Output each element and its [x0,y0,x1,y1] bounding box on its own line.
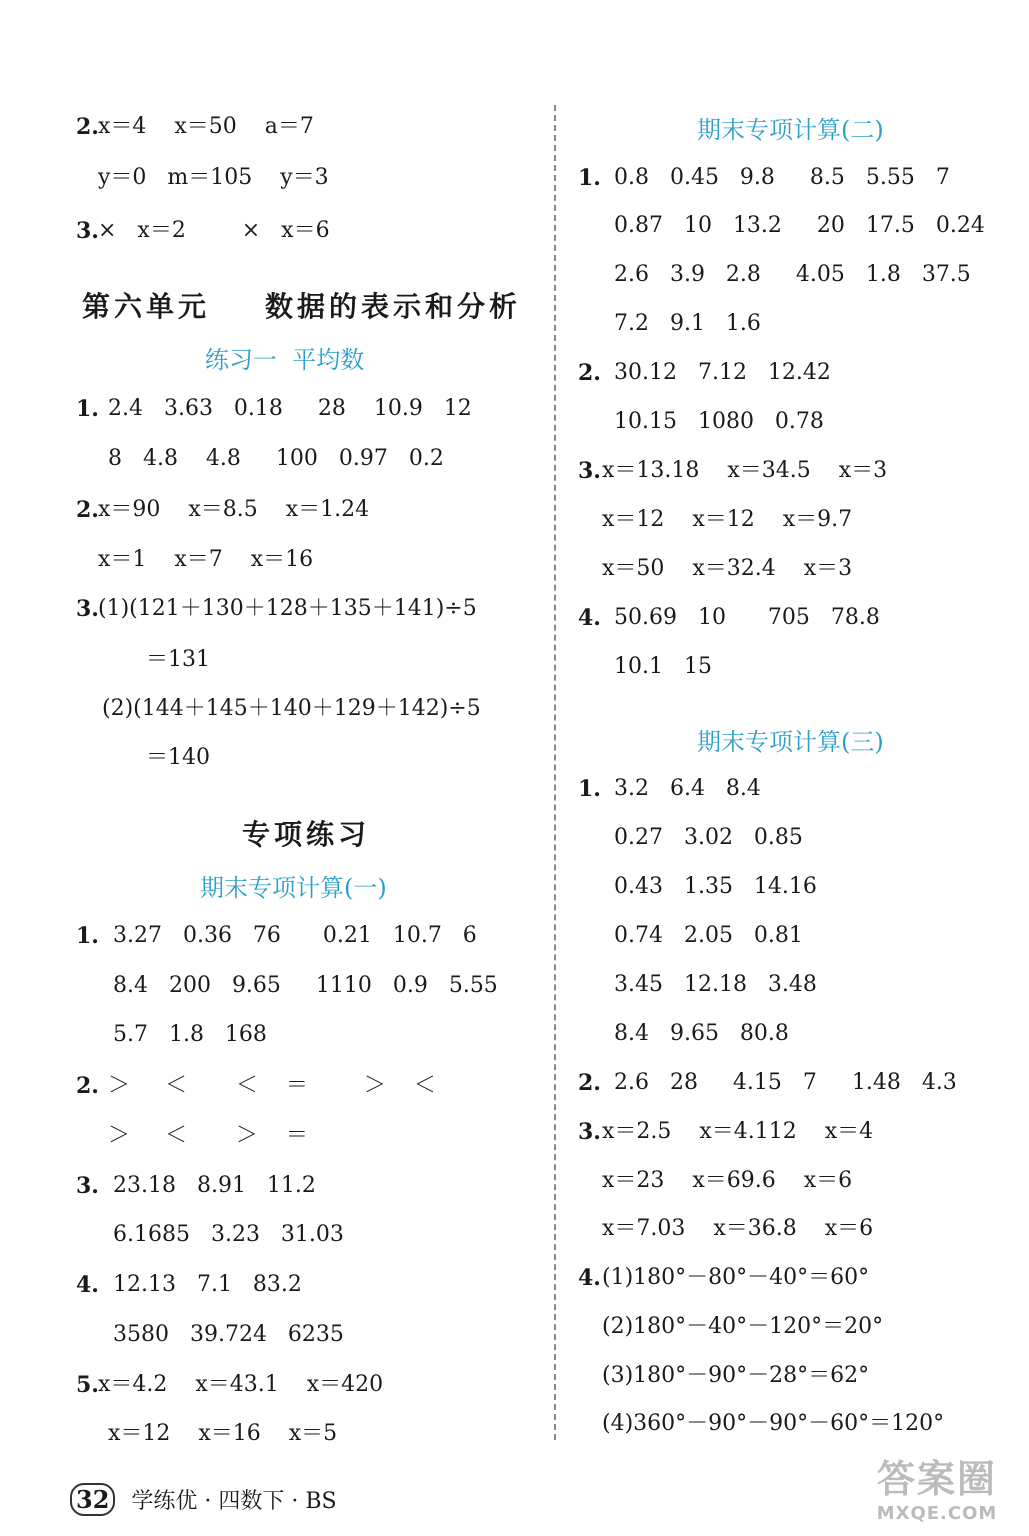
calc2-title: 期末专项计算(二) [697,116,884,144]
answer-line: (2)180°－40°－120°＝20° [602,1314,884,1339]
answer-line: 6.1685 3.23 31.03 [113,1222,344,1247]
answer-line: (4)360°－90°－90°－60°＝120° [602,1411,945,1436]
answer-line: 12.13 7.1 83.2 [113,1272,302,1297]
answer-line: 50.69 10 705 78.8 [614,605,880,630]
answer-line: ＞ ＜ ＞ ＝ [108,1123,308,1148]
answer-line: 3.45 12.18 3.48 [614,972,817,997]
answer-line: 10.1 15 [614,654,712,679]
watermark [867,1448,1007,1524]
answer-line: 0.43 1.35 14.16 [614,874,817,899]
answer-line: ＝131 [146,647,210,672]
column-divider [554,105,556,1440]
item-number: 2. [76,1073,99,1099]
item-number: 2. [578,360,601,386]
watermark-url: MXQE.COM [876,1503,998,1524]
page-number: 32 [70,1483,115,1516]
answer-line: (3)180°－90°－28°＝62° [602,1363,870,1388]
answer-line: 10.15 1080 0.78 [614,409,824,434]
answer-line: x＝1 x＝7 x＝16 [98,547,314,572]
answer-line: 5.7 1.8 168 [113,1022,267,1047]
answer-line: 8 4.8 4.8 100 0.97 0.2 [108,446,444,471]
answer-line: 7.2 9.1 1.6 [614,311,761,336]
answer-line: x＝90 x＝8.5 x＝1.24 [98,497,370,522]
item-number: 1. [578,165,601,191]
answer-line: (2)(144＋145＋140＋129＋142)÷5 [102,696,481,721]
answer-line: 2.6 28 4.15 7 1.48 4.3 [614,1070,957,1095]
item-number: 2. [76,114,99,140]
answer-line: 8.4 9.65 80.8 [614,1021,789,1046]
answer-line: 2.4 3.63 0.18 28 10.9 12 [108,396,472,421]
answer-line: 30.12 7.12 12.42 [614,360,831,385]
calc3-title: 期末专项计算(三) [697,728,884,756]
calc1-title: 期末专项计算(一) [200,874,387,902]
unit-title: 第六单元 数据的表示和分析 [82,290,521,323]
answer-line: 8.4 200 9.65 1110 0.9 5.55 [113,973,498,998]
item-number: 1. [578,776,601,802]
item-number: 4. [578,1265,601,1291]
answer-line: x＝4 x＝50 a＝7 [98,114,314,139]
item-number: 1. [76,923,99,949]
answer-line: (1)180°－80°－40°＝60° [602,1265,870,1290]
answer-line: x＝2.5 x＝4.112 x＝4 [602,1119,874,1144]
item-number: 4. [578,605,601,631]
item-number: 5. [76,1372,99,1398]
item-number: 3. [578,1119,601,1145]
answer-line: 23.18 8.91 11.2 [113,1173,316,1198]
item-number: 3. [76,218,99,244]
answer-line: y＝0 m＝105 y＝3 [98,165,329,190]
item-number: 3. [578,458,601,484]
item-number: 1. [76,396,99,422]
answer-line: 0.74 2.05 0.81 [614,923,803,948]
answer-line: 2.6 3.9 2.8 4.05 1.8 37.5 [614,262,971,287]
answer-line: ＞ ＜ ＜ ＝ ＞ ＜ [108,1073,436,1098]
answer-line: 3.2 6.4 8.4 [614,776,761,801]
answer-line: x＝7.03 x＝36.8 x＝6 [602,1216,874,1241]
answer-line: (1)(121＋130＋128＋135＋141)÷5 [98,596,477,621]
answer-line: x＝12 x＝12 x＝9.7 [602,507,853,532]
answer-line: ＝140 [146,745,210,770]
answer-line: x＝13.18 x＝34.5 x＝3 [602,458,888,483]
item-number: 3. [76,1173,99,1199]
item-number: 2. [578,1070,601,1096]
answer-line: × x＝2 × x＝6 [98,218,330,243]
book-title: 学练优 · 四数下 · BS [131,1489,337,1514]
answer-line: 0.27 3.02 0.85 [614,825,803,850]
answer-line: x＝23 x＝69.6 x＝6 [602,1168,853,1193]
lesson-title: 练习一 平均数 [205,346,365,374]
answer-line: x＝50 x＝32.4 x＝3 [602,556,853,581]
answer-line: 3580 39.724 6235 [113,1322,344,1347]
page-footer [70,1484,337,1515]
answer-line: x＝12 x＝16 x＝5 [108,1421,338,1446]
special-practice-title: 专项练习 [242,818,371,851]
answer-line: 3.27 0.36 76 0.21 10.7 6 [113,923,477,948]
item-number: 3. [76,596,99,622]
item-number: 2. [76,497,99,523]
watermark-logo: 答案圈 [876,1457,997,1501]
item-number: 4. [76,1272,99,1298]
answer-line: 0.87 10 13.2 20 17.5 0.24 [614,213,985,238]
answer-line: x＝4.2 x＝43.1 x＝420 [98,1372,384,1397]
answer-line: 0.8 0.45 9.8 8.5 5.55 7 [614,165,950,190]
